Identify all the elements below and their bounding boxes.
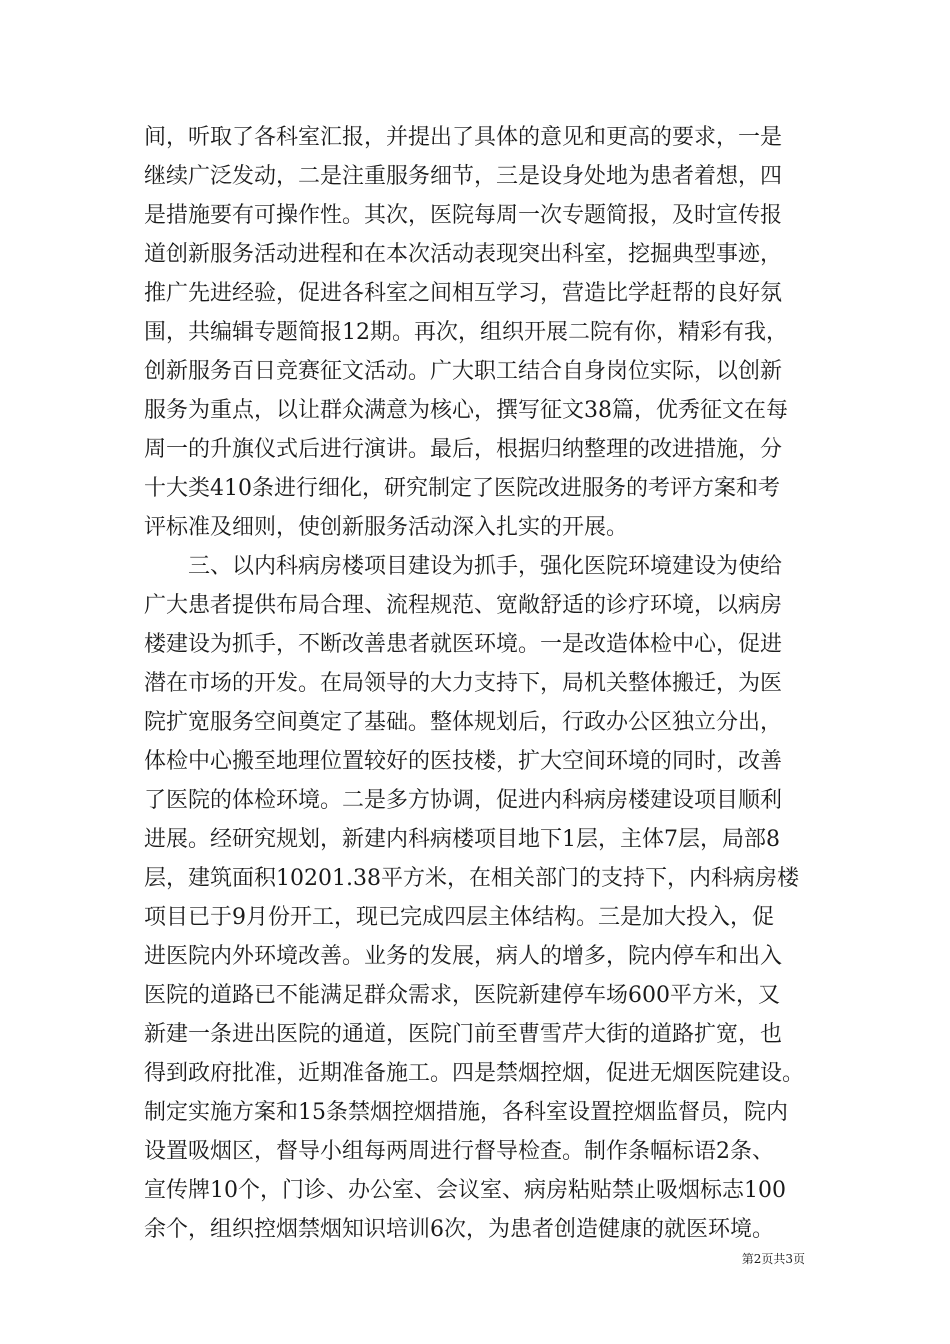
text-line: 进医院内外环境改善。业务的发展，病人的增多，院内停车和出入: [144, 944, 783, 969]
text-line: 宣传牌10个，门诊、办公室、会议室、病房粘贴禁止吸烟标志100: [144, 1178, 786, 1203]
text-line: 围，共编辑专题简报12期。再次，组织开展二院有你，精彩有我，: [144, 320, 788, 345]
text-line: 院扩宽服务空间奠定了基础。整体规划后，行政办公区独立分出，: [144, 710, 783, 735]
text-line: 制定实施方案和15条禁烟控烟措施，各科室设置控烟监督员，院内: [144, 1100, 788, 1125]
section-heading-line: 三、以内科病房楼项目建设为抓手，强化医院环境建设为使给: [188, 554, 783, 579]
text-line: 医院的道路已不能满足群众需求，医院新建停车场600平方米，又: [144, 983, 780, 1008]
text-line: 服务为重点，以让群众满意为核心，撰写征文38篇，优秀征文在每: [144, 398, 788, 423]
text-line: 继续广泛发动，二是注重服务细节，三是设身处地为患者着想，四: [144, 164, 783, 189]
text-line: 广大患者提供布局合理、流程规范、宽敞舒适的诊疗环境，以病房: [144, 593, 783, 618]
text-line: 进展。经研究规划，新建内科病楼项目地下1层，主体7层，局部8: [144, 827, 780, 852]
text-line: 项目已于9月份开工，现已完成四层主体结构。三是加大投入，促: [144, 905, 774, 930]
text-line: 十大类410条进行细化，研究制定了医院改进服务的考评方案和考: [144, 476, 780, 501]
text-line: 体检中心搬至地理位置较好的医技楼，扩大空间环境的同时，改善: [144, 749, 783, 774]
text-line: 周一的升旗仪式后进行演讲。最后，根据归纳整理的改进措施，分: [144, 437, 783, 462]
text-line: 设置吸烟区，督导小组每两周进行督导检查。制作条幅标语2条、: [144, 1139, 774, 1164]
text-line: 新建一条进出医院的通道，医院门前至曹雪芹大街的道路扩宽，也: [144, 1022, 783, 1047]
text-line: 推广先进经验，促进各科室之间相互学习，营造比学赶帮的良好氛: [144, 281, 783, 306]
text-line: 间，听取了各科室汇报，并提出了具体的意见和更高的要求，一是: [144, 125, 783, 150]
text-line: 道创新服务活动进程和在本次活动表现突出科室，挖掘典型事迹，: [144, 242, 783, 267]
text-line: 创新服务百日竞赛征文活动。广大职工结合自身岗位实际，以创新: [144, 359, 783, 384]
body-text: [144, 118, 810, 1249]
page-number: 第2页共3页: [741, 1252, 805, 1266]
text-line: 了医院的体检环境。二是多方协调，促进内科病房楼建设项目顺利: [144, 788, 783, 813]
text-line: 楼建设为抓手，不断改善患者就医环境。一是改造体检中心，促进: [144, 632, 783, 657]
text-line: 是措施要有可操作性。其次，医院每周一次专题简报，及时宣传报: [144, 203, 783, 228]
text-line: 得到政府批准，近期准备施工。四是禁烟控烟，促进无烟医院建设。: [144, 1061, 805, 1086]
text-line: 层，建筑面积10201.38平方米，在相关部门的支持下，内科病房楼: [144, 866, 799, 891]
text-line: 评标准及细则，使创新服务活动深入扎实的开展。: [144, 515, 629, 540]
text-line: 潜在市场的开发。在局领导的大力支持下，局机关整体搬迁，为医: [144, 671, 783, 696]
text-line: 余个，组织控烟禁烟知识培训6次，为患者创造健康的就医环境。: [144, 1217, 774, 1242]
